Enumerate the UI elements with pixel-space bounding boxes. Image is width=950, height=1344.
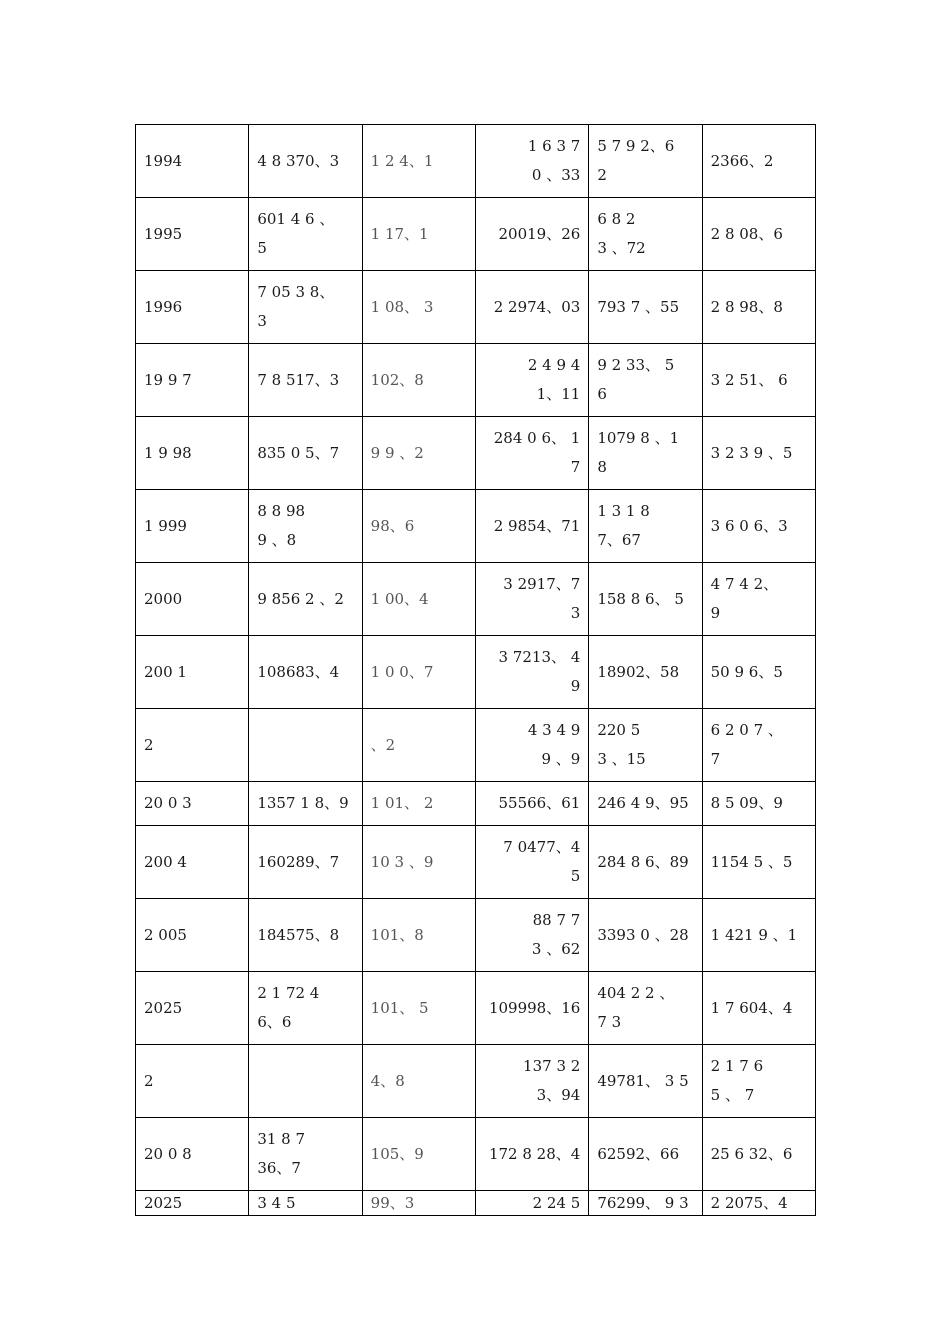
value-cell: 50 9 6、5 [702, 636, 815, 709]
value-cell: 1 0 0、7 [362, 636, 475, 709]
value-cell: 284 0 6、 1 7 [475, 417, 588, 490]
year-cell: 2 [136, 1045, 249, 1118]
value-cell: 1 08、 3 [362, 271, 475, 344]
year-cell: 2 005 [136, 899, 249, 972]
table-body [136, 125, 816, 1216]
value-cell: 55566、61 [475, 782, 588, 826]
value-cell: 108683、4 [249, 636, 362, 709]
year-cell: 1994 [136, 125, 249, 198]
value-cell: 2 24 5 [475, 1191, 588, 1216]
value-cell: 1357 1 8、9 [249, 782, 362, 826]
value-cell: 1154 5 、5 [702, 826, 815, 899]
value-cell: 31 8 7 36、7 [249, 1118, 362, 1191]
value-cell: 2 2974、03 [475, 271, 588, 344]
table-row [136, 826, 816, 899]
value-cell: 1 17、1 [362, 198, 475, 271]
value-cell: 158 8 6、 5 [589, 563, 702, 636]
value-cell: 4 8 370、3 [249, 125, 362, 198]
value-cell: 8 8 98 9 、8 [249, 490, 362, 563]
value-cell: 1 6 3 7 0 、33 [475, 125, 588, 198]
value-cell: 20019、26 [475, 198, 588, 271]
value-cell: 1079 8 、1 8 [589, 417, 702, 490]
value-cell: 172 8 28、4 [475, 1118, 588, 1191]
year-cell: 1996 [136, 271, 249, 344]
table-row [136, 490, 816, 563]
value-cell [249, 1045, 362, 1118]
value-cell: 246 4 9、95 [589, 782, 702, 826]
value-cell: 62592、66 [589, 1118, 702, 1191]
value-cell: 2 8 98、8 [702, 271, 815, 344]
value-cell: 3 7213、 4 9 [475, 636, 588, 709]
table-row [136, 271, 816, 344]
value-cell: 3 6 0 6、3 [702, 490, 815, 563]
value-cell: 601 4 6 、 5 [249, 198, 362, 271]
year-cell: 1 9 98 [136, 417, 249, 490]
value-cell: 101、 5 [362, 972, 475, 1045]
value-cell [249, 709, 362, 782]
year-cell: 1 999 [136, 490, 249, 563]
value-cell: 7 0477、4 5 [475, 826, 588, 899]
year-cell: 2025 [136, 1191, 249, 1216]
value-cell: 105、9 [362, 1118, 475, 1191]
value-cell: 2 1 72 4 6、6 [249, 972, 362, 1045]
value-cell: 、2 [362, 709, 475, 782]
value-cell: 1 7 604、4 [702, 972, 815, 1045]
year-cell: 200 1 [136, 636, 249, 709]
value-cell: 76299、 9 3 [589, 1191, 702, 1216]
table-row [136, 709, 816, 782]
value-cell: 109998、16 [475, 972, 588, 1045]
value-cell: 49781、 3 5 [589, 1045, 702, 1118]
year-cell: 20 0 8 [136, 1118, 249, 1191]
table-row [136, 1045, 816, 1118]
value-cell: 9 9 、2 [362, 417, 475, 490]
table-row [136, 972, 816, 1045]
value-cell: 101、8 [362, 899, 475, 972]
value-cell: 2 2075、4 [702, 1191, 815, 1216]
table-row [136, 563, 816, 636]
value-cell: 8 5 09、9 [702, 782, 815, 826]
year-cell: 2025 [136, 972, 249, 1045]
value-cell: 3393 0 、28 [589, 899, 702, 972]
year-cell: 2000 [136, 563, 249, 636]
value-cell: 137 3 2 3、94 [475, 1045, 588, 1118]
value-cell: 6 2 0 7 、 7 [702, 709, 815, 782]
table-row [136, 899, 816, 972]
value-cell: 3 2 51、 6 [702, 344, 815, 417]
table-row [136, 1118, 816, 1191]
table-row [136, 198, 816, 271]
value-cell: 9 856 2 、2 [249, 563, 362, 636]
value-cell: 1 421 9 、1 [702, 899, 815, 972]
value-cell: 220 5 3 、15 [589, 709, 702, 782]
value-cell: 1 3 1 8 7、67 [589, 490, 702, 563]
value-cell: 102、8 [362, 344, 475, 417]
value-cell: 6 8 2 3 、72 [589, 198, 702, 271]
value-cell: 5 7 9 2、6 2 [589, 125, 702, 198]
value-cell: 160289、7 [249, 826, 362, 899]
value-cell: 98、6 [362, 490, 475, 563]
value-cell: 1 2 4、1 [362, 125, 475, 198]
year-cell: 200 4 [136, 826, 249, 899]
value-cell: 4、8 [362, 1045, 475, 1118]
value-cell: 4 7 4 2、 9 [702, 563, 815, 636]
value-cell: 2 8 08、6 [702, 198, 815, 271]
value-cell: 1 00、4 [362, 563, 475, 636]
value-cell: 3 4 5 [249, 1191, 362, 1216]
value-cell: 3 2 3 9 、5 [702, 417, 815, 490]
value-cell: 4 3 4 9 9 、9 [475, 709, 588, 782]
value-cell: 25 6 32、6 [702, 1118, 815, 1191]
table-row [136, 344, 816, 417]
value-cell: 9 2 33、 5 6 [589, 344, 702, 417]
value-cell: 7 8 517、3 [249, 344, 362, 417]
value-cell: 10 3 、9 [362, 826, 475, 899]
value-cell: 88 7 7 3 、62 [475, 899, 588, 972]
value-cell: 3 2917、7 3 [475, 563, 588, 636]
value-cell: 7 05 3 8、 3 [249, 271, 362, 344]
value-cell: 18902、58 [589, 636, 702, 709]
value-cell: 2 9854、71 [475, 490, 588, 563]
data-table [135, 124, 816, 1216]
value-cell: 2 1 7 6 5 、 7 [702, 1045, 815, 1118]
value-cell: 835 0 5、7 [249, 417, 362, 490]
value-cell: 284 8 6、89 [589, 826, 702, 899]
value-cell: 793 7 、55 [589, 271, 702, 344]
table-row [136, 125, 816, 198]
table-row [136, 782, 816, 826]
value-cell: 2366、2 [702, 125, 815, 198]
year-cell: 1995 [136, 198, 249, 271]
table-row [136, 1191, 816, 1216]
value-cell: 1 01、 2 [362, 782, 475, 826]
table-row [136, 417, 816, 490]
year-cell: 19 9 7 [136, 344, 249, 417]
value-cell: 99、3 [362, 1191, 475, 1216]
year-cell: 20 0 3 [136, 782, 249, 826]
year-cell: 2 [136, 709, 249, 782]
value-cell: 404 2 2 、 7 3 [589, 972, 702, 1045]
value-cell: 184575、8 [249, 899, 362, 972]
table-row [136, 636, 816, 709]
value-cell: 2 4 9 4 1、11 [475, 344, 588, 417]
